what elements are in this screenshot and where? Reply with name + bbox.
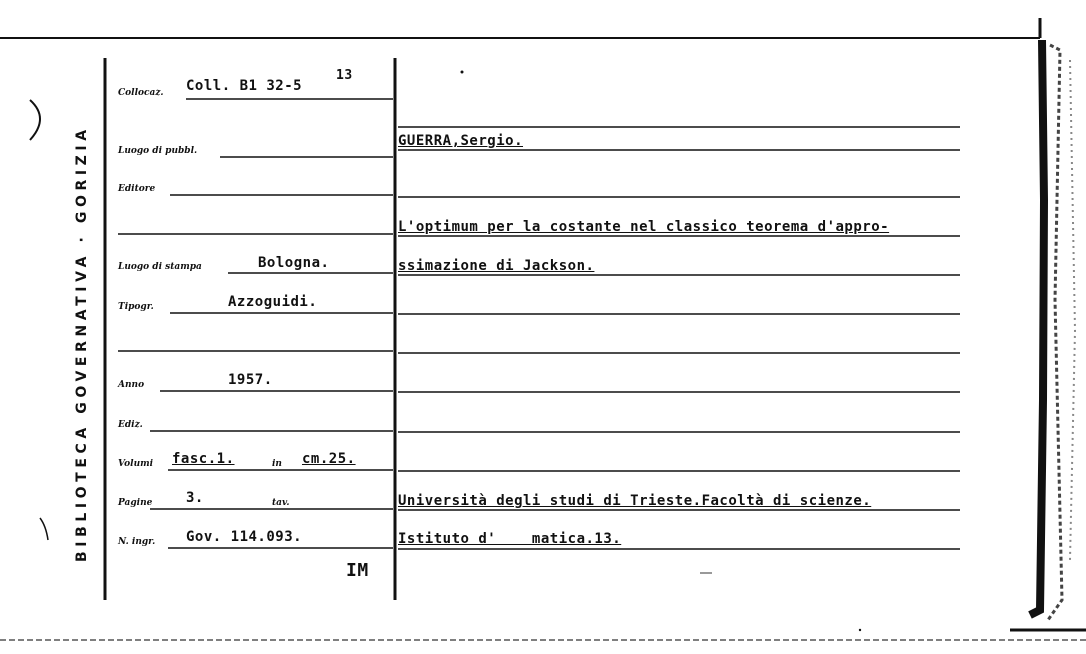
label-collocazione: Collocaz. bbox=[118, 88, 164, 98]
label-luogo-stampa: Luogo di stampa bbox=[118, 262, 202, 272]
record-author: GUERRA,Sergio. bbox=[398, 133, 524, 149]
value-volumi-size: cm.25. bbox=[302, 451, 356, 467]
value-inventario: Gov. 114.093. bbox=[186, 529, 303, 545]
punch-hole-mark bbox=[30, 100, 40, 140]
record-title-line2: ssimazione di Jackson. bbox=[398, 258, 595, 274]
value-volumi: fasc.1. bbox=[172, 451, 235, 467]
label-luogo-pubbl: Luogo di pubbl. bbox=[118, 146, 198, 156]
record-note-line1: Università degli studi di Trieste.Facoltà di scienze. bbox=[398, 493, 872, 509]
record-note-line2: Istituto d' matica.13. bbox=[398, 531, 622, 547]
label-tav: tav. bbox=[272, 498, 290, 508]
value-pagine: 3. bbox=[186, 490, 204, 506]
label-tipografo: Tipogr. bbox=[118, 302, 154, 312]
value-tipografo: Azzoguidi. bbox=[228, 294, 318, 310]
label-editore: Editore bbox=[118, 184, 156, 194]
label-edizione: Ediz. bbox=[118, 420, 143, 430]
stamp-mark: IM bbox=[346, 560, 369, 581]
value-luogo-stampa: Bologna. bbox=[258, 255, 330, 271]
label-inventario: N. ingr. bbox=[118, 537, 156, 547]
label-pagine: Pagine bbox=[118, 498, 153, 508]
label-volumi-in: in bbox=[272, 459, 282, 469]
library-vertical-label: BIBLIOTECA GOVERNATIVA · GORIZIA bbox=[74, 125, 90, 562]
value-collocazione-superscript: 13 bbox=[336, 68, 353, 83]
value-anno: 1957. bbox=[228, 372, 273, 388]
record-title-line1: L'optimum per la costante nel classico teorema d'appro- bbox=[398, 219, 890, 235]
label-volumi: Volumi bbox=[118, 459, 154, 469]
label-anno: Anno bbox=[118, 380, 145, 390]
value-collocazione: Coll. B1 32-5 bbox=[186, 78, 303, 94]
